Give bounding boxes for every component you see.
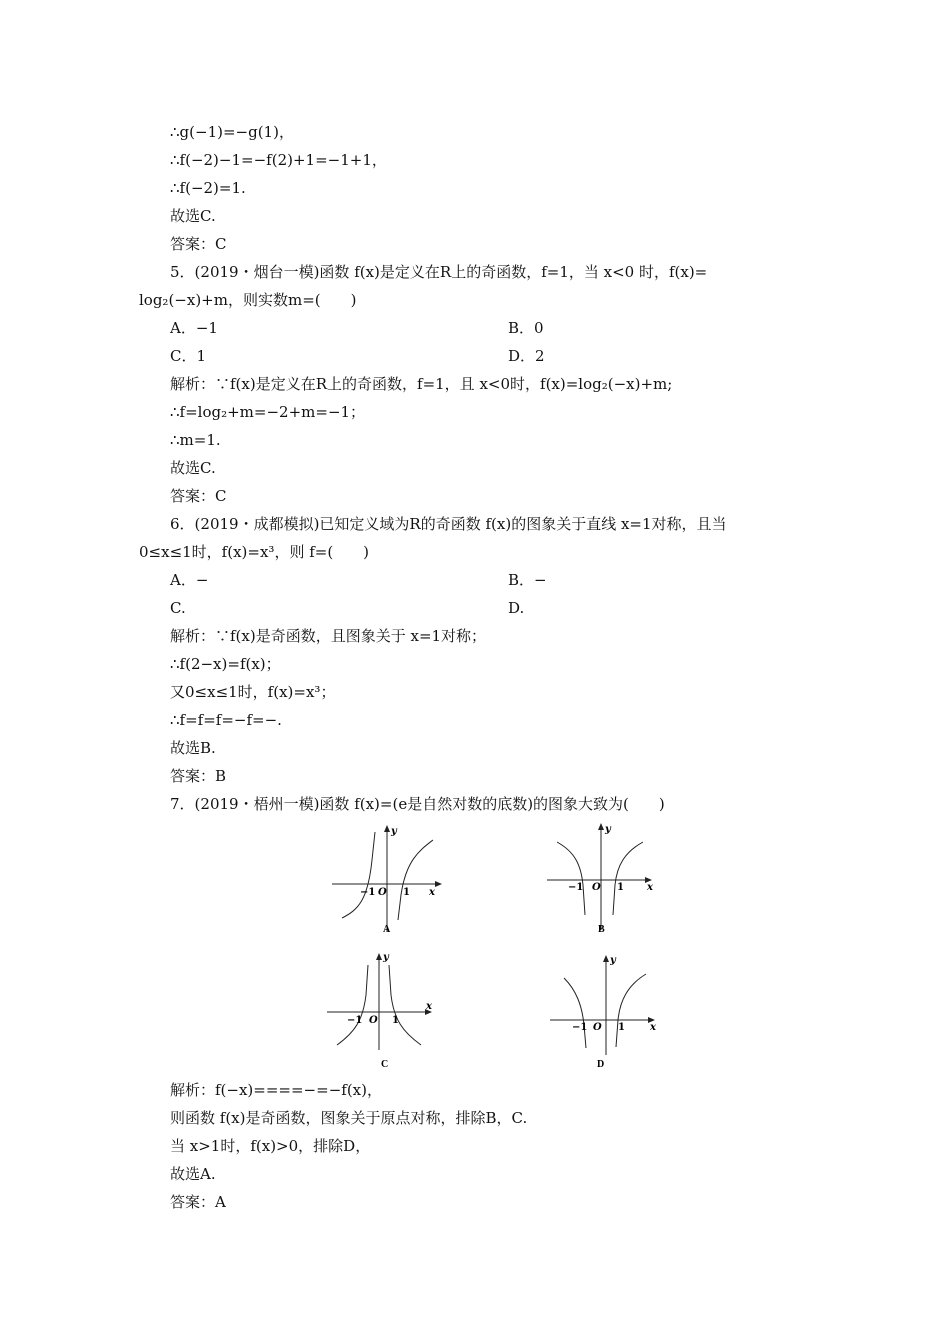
solution-line: 又0≤x≤1时，f(x)=x³； [170, 683, 336, 701]
tick-label-one: 1 [392, 1015, 399, 1026]
option-b: B．− [508, 571, 547, 589]
axis-label-x: x [426, 1001, 432, 1012]
solution-line: 故选A. [170, 1165, 216, 1183]
option-a: A．− [170, 571, 209, 589]
axis-label-x: x [429, 887, 435, 898]
solution-line: ∴f=log₂+m=−2+m=−1； [170, 403, 366, 421]
text-line: ∴g(−1)=−g(1)， [170, 123, 294, 141]
solution-line: 故选C. [170, 459, 216, 477]
option-c: C．1 [170, 347, 207, 365]
graph-caption: D [597, 1059, 605, 1070]
question-6: 6．(2019・成都模拟)已知定义域为R的奇函数 f(x)的图象关于直线 x=1对称，且当 [170, 515, 727, 533]
origin-label: O [592, 882, 601, 893]
solution-line: 解析：∵f(x)是定义在R上的奇函数，f=1，且 x<0时，f(x)=log₂(−x)+m; [170, 375, 673, 393]
axis-label-x: x [650, 1022, 656, 1033]
solution-line: 故选B. [170, 739, 216, 757]
answer-line: 答案：B [170, 767, 227, 785]
solution-line: 解析：f(−x)====−=−f(x)， [170, 1081, 382, 1099]
graph-option-c [325, 950, 445, 1070]
text-line: ∴f(−2)−1=−f(2)+1=−1+1， [170, 151, 387, 169]
tick-label-one: 1 [403, 887, 410, 898]
axis-label-x: x [647, 882, 653, 893]
text-line: 答案：C [170, 235, 227, 253]
tick-label-one: 1 [617, 882, 624, 893]
graph-option-d [548, 950, 668, 1070]
option-c: C. [170, 599, 186, 617]
option-a: A．−1 [170, 319, 218, 337]
origin-label: O [378, 887, 387, 898]
axis-label-y: y [605, 824, 611, 835]
tick-label-neg-one: −1 [347, 1015, 363, 1026]
question-5: 5．(2019・烟台一模)函数 f(x)是定义在R上的奇函数，f=1，当 x<0 时，f(x)= [170, 263, 708, 281]
tick-label-neg-one: −1 [360, 887, 376, 898]
graph-caption: C [381, 1059, 389, 1070]
origin-label: O [369, 1015, 378, 1026]
solution-line: 解析：∵f(x)是奇函数，且图象关于 x=1对称； [170, 627, 487, 645]
text-line: 故选C. [170, 207, 216, 225]
axis-label-y: y [383, 952, 389, 963]
tick-label-neg-one: −1 [568, 882, 584, 893]
origin-label: O [593, 1022, 602, 1033]
tick-label-neg-one: −1 [572, 1022, 588, 1033]
option-d: D. [508, 599, 525, 617]
solution-line: 则函数 f(x)是奇函数，图象关于原点对称，排除B，C. [170, 1109, 528, 1127]
question-6-cont: 0≤x≤1时，f(x)=x³，则 f=( ) [139, 543, 370, 561]
option-b: B．0 [508, 319, 544, 337]
axis-label-y: y [610, 955, 616, 966]
solution-line: ∴m=1. [170, 431, 221, 449]
solution-line: ∴f=f=f=−f=−. [170, 711, 282, 729]
graph-caption: B [598, 924, 605, 935]
solution-line: ∴f(2−x)=f(x)； [170, 655, 281, 673]
question-7: 7．(2019・梧州一模)函数 f(x)=(e是自然对数的底数)的图象大致为( ) [170, 795, 665, 813]
solution-line: 当 x>1时，f(x)>0，排除D， [170, 1137, 371, 1155]
graph-option-a [330, 820, 450, 940]
graph-caption: A [383, 924, 391, 935]
tick-label-one: 1 [618, 1022, 625, 1033]
text-line: ∴f(−2)=1. [170, 179, 246, 197]
question-5-cont: log₂(−x)+m，则实数m=( ) [139, 291, 357, 309]
option-d: D．2 [508, 347, 545, 365]
answer-line: 答案：A [170, 1193, 226, 1211]
answer-line: 答案：C [170, 487, 227, 505]
graph-option-b [545, 820, 665, 940]
axis-label-y: y [391, 826, 397, 837]
